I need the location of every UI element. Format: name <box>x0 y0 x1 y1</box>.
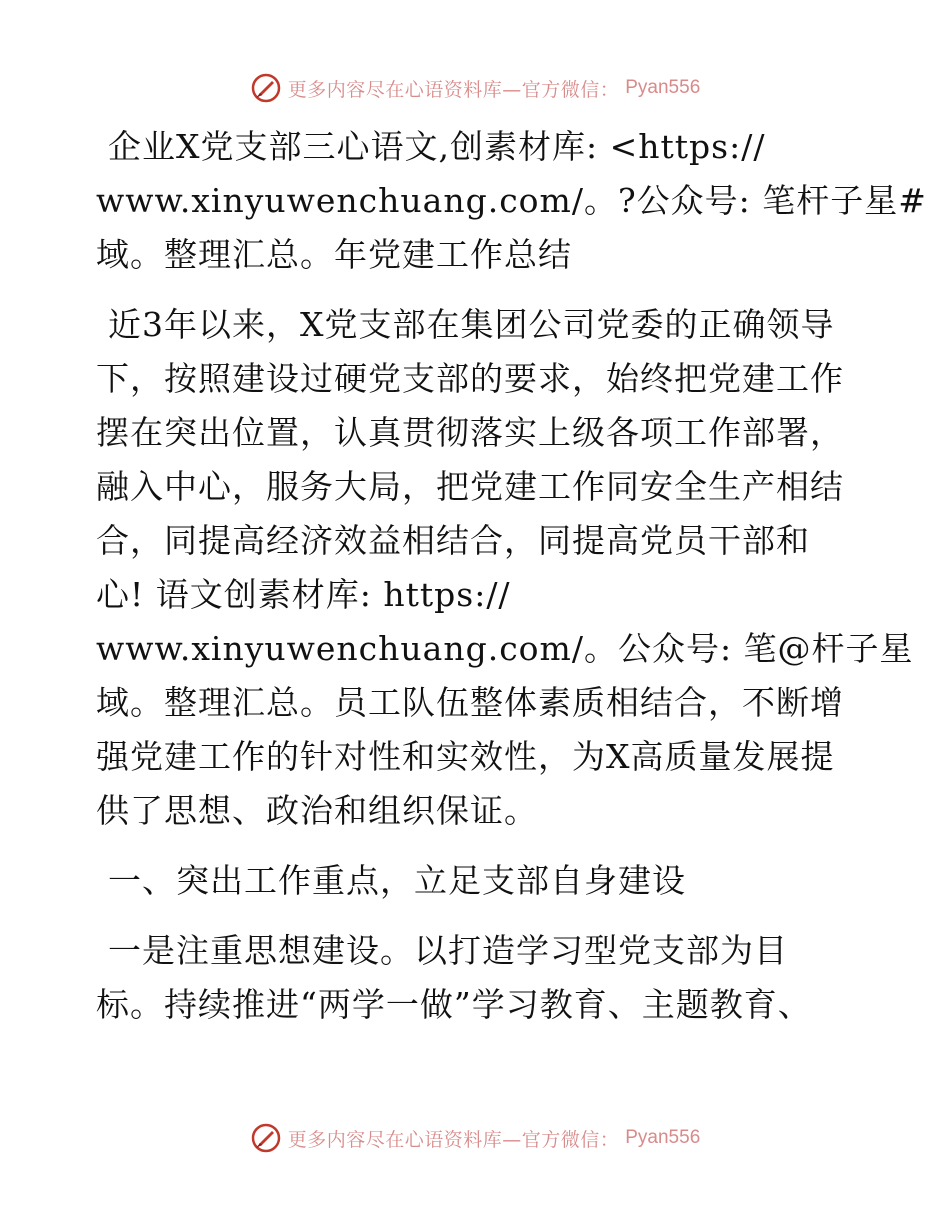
text-line: www.xinyuwenchuang.com/。公众号: 笔@杆子星 <box>96 629 914 668</box>
text-line: 域。整理汇总。年党建工作总结 <box>96 235 572 274</box>
text-line: 融入中心，服务大局，把党建工作同安全生产相结 <box>96 467 844 506</box>
section-heading <box>96 854 856 908</box>
text-line: 供了思想、政治和组织保证。 <box>96 791 538 830</box>
watermark-banner-top <box>0 72 950 104</box>
text-line: 标。持续推进“两学一做”学习教育、主题教育、 <box>96 985 812 1024</box>
logo-icon <box>250 1122 282 1154</box>
text-line: 一是注重思想建设。以打造学习型党支部为目 <box>108 931 788 970</box>
text-line: 域。整理汇总。员工队伍整体素质相结合，不断增 <box>96 683 844 722</box>
text-line: 摆在突出位置，认真贯彻落实上级各项工作部署， <box>96 413 844 452</box>
text-line: 心! 语文创素材库: https:// <box>96 575 511 614</box>
text-line: 强党建工作的针对性和实效性，为X高质量发展提 <box>96 737 835 776</box>
watermark-wechat-id: Pyan556 <box>625 1127 701 1148</box>
paragraph <box>96 298 914 838</box>
text-line: 合，同提高经济效益相结合，同提高党员干部和 <box>96 521 810 560</box>
text-line: 企业X党支部三心语文,创素材库: <https:// <box>108 127 766 166</box>
watermark-banner-bottom <box>0 1122 950 1154</box>
document-body <box>96 120 927 1032</box>
text-line: www.xinyuwenchuang.com/。?公众号: 笔杆子星# <box>96 181 927 220</box>
text-line: 下，按照建设过硬党支部的要求，始终把党建工作 <box>96 359 844 398</box>
watermark-text: 更多内容尽在心语资料库—官方微信： <box>287 78 620 101</box>
logo-icon <box>250 72 282 104</box>
watermark-text: 更多内容尽在心语资料库—官方微信： <box>287 1128 620 1151</box>
watermark-wechat-id: Pyan556 <box>625 77 701 98</box>
paragraph <box>96 120 927 282</box>
paragraph <box>96 924 856 1032</box>
text-line: 近3年以来，X党支部在集团公司党委的正确领导 <box>108 305 835 344</box>
text-line: 一、突出工作重点，立足支部自身建设 <box>108 861 686 900</box>
